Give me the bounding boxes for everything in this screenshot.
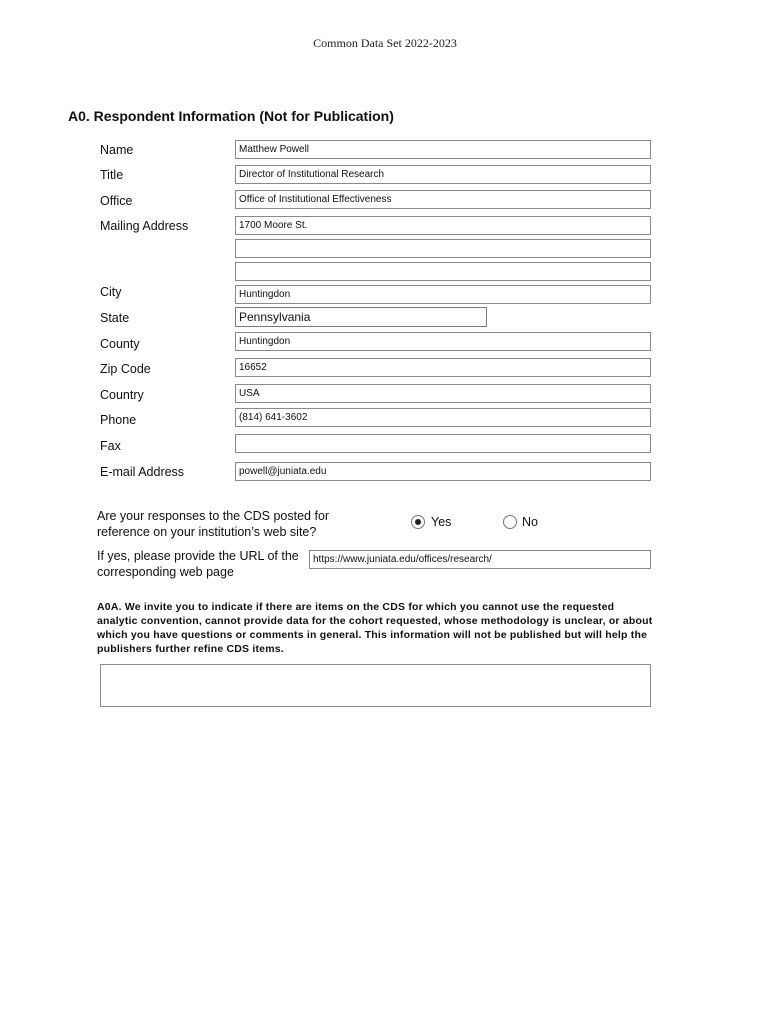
office-field[interactable]: Office of Institutional Effectiveness: [235, 190, 651, 209]
url-label-line2: corresponding web page: [97, 565, 234, 579]
country-label: Country: [100, 388, 144, 402]
phone-field[interactable]: (814) 641-3602: [235, 408, 651, 427]
comments-textarea[interactable]: [100, 664, 651, 707]
url-label-line1: If yes, please provide the URL of the: [97, 549, 299, 563]
title-field[interactable]: Director of Institutional Research: [235, 165, 651, 184]
country-field[interactable]: USA: [235, 384, 651, 403]
no-radio[interactable]: [503, 515, 517, 529]
mailing-address-line2-field[interactable]: [235, 239, 651, 258]
email-field[interactable]: powell@juniata.edu: [235, 462, 651, 481]
no-radio-label: No: [522, 515, 538, 529]
city-label: City: [100, 285, 122, 299]
county-field[interactable]: Huntingdon: [235, 332, 651, 351]
posted-question-line1: Are your responses to the CDS posted for: [97, 509, 330, 523]
name-label: Name: [100, 143, 134, 157]
posted-question-line2: reference on your institution’s web site?: [97, 525, 317, 539]
title-label: Title: [100, 168, 124, 182]
fax-label: Fax: [100, 439, 121, 453]
posted-question: [97, 508, 329, 540]
url-question: [97, 548, 299, 580]
phone-label: Phone: [100, 413, 137, 427]
email-label: E-mail Address: [100, 465, 185, 479]
office-label: Office: [100, 194, 133, 208]
yes-radio-label: Yes: [431, 515, 452, 529]
zip-code-label: Zip Code: [100, 362, 151, 376]
name-field[interactable]: Matthew Powell: [235, 140, 651, 159]
mailing-address-label: Mailing Address: [100, 219, 189, 233]
mailing-address-line3-field[interactable]: [235, 262, 651, 281]
section-title: A0. Respondent Information (Not for Publication): [68, 108, 394, 124]
city-field[interactable]: Huntingdon: [235, 285, 651, 304]
fax-field[interactable]: [235, 434, 651, 453]
state-label: State: [100, 311, 130, 325]
zip-code-field[interactable]: 16652: [235, 358, 651, 377]
a0a-note: A0A. We invite you to indicate if there are items on the CDS for which you cannot use the requested analytic convention, cannot provide data for the cohort requested, whose methodology is unclear, or about which you have questions or comments in general. This information will not be published but will help the publishers further refine CDS items.: [97, 601, 653, 655]
state-field[interactable]: Pennsylvania: [235, 307, 487, 327]
url-field[interactable]: https://www.juniata.edu/offices/research/: [309, 550, 651, 569]
document-header: Common Data Set 2022-2023: [313, 36, 457, 50]
mailing-address-line1-field[interactable]: 1700 Moore St.: [235, 216, 651, 235]
county-label: County: [100, 337, 140, 351]
yes-radio[interactable]: [411, 515, 425, 529]
